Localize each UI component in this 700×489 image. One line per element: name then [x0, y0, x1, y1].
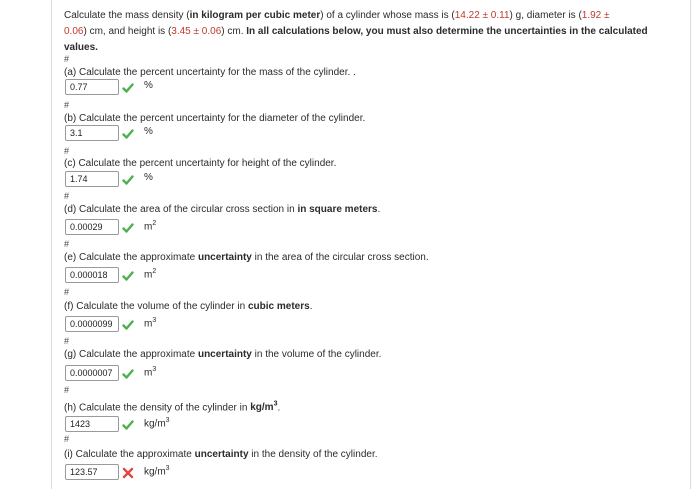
question-text: (d) Calculate the area of the circular cross section in in square meters. [64, 204, 381, 215]
separator-hash: # [64, 385, 70, 395]
question-text: (h) Calculate the density of the cylinder in $kg/m^3$. [64, 401, 281, 414]
answer-input[interactable]: 1423 [65, 416, 119, 432]
answer-input[interactable]: 0.0000099 [65, 316, 119, 332]
question-text: (b) Calculate the percent uncertainty for the diameter of the cylinder. [64, 113, 366, 124]
answer-input[interactable]: 123.57 [65, 464, 119, 480]
cross-icon [122, 466, 134, 478]
unit-label: $m^3$ [144, 366, 157, 379]
separator-hash: # [64, 287, 70, 297]
question-text: (c) Calculate the percent uncertainty for height of the cylinder. [64, 158, 337, 169]
question-text: (a) Calculate the percent uncertainty for the mass of the cylinder. . [64, 67, 356, 78]
check-icon [122, 173, 134, 185]
separator-hash: # [64, 54, 70, 64]
check-icon [122, 367, 134, 379]
separator-hash: # [64, 336, 70, 346]
problem-statement: Calculate the mass density (in kilogram per cubic meter) of a cylinder whose mass is (14.22 ± 0.11) g, diameter is (1.92 ± 0.06) cm, and height is (3.45 ± 0.06) cm. In all calculations below, you must also determine the uncertainties in the calculated values. [64, 10, 648, 53]
answer-input[interactable]: 0.0000007 [65, 365, 119, 381]
separator-hash: # [64, 191, 70, 201]
question-text: (i) Calculate the approximate uncertainty in the density of the cylinder. [64, 449, 378, 460]
unit-label: % [144, 80, 153, 91]
unit-label: % [144, 172, 153, 183]
answer-input[interactable]: 0.77 [65, 79, 119, 95]
unit-label: $m^3$ [144, 317, 157, 330]
separator-hash: # [64, 100, 70, 110]
answer-input[interactable]: 1.74 [65, 171, 119, 187]
answer-input[interactable]: 0.000018 [65, 267, 119, 283]
unit-label: $m^2$ [144, 268, 157, 281]
check-icon [122, 418, 134, 430]
question-text: (f) Calculate the volume of the cylinder in cubic meters. [64, 301, 313, 312]
question-text: (g) Calculate the approximate uncertainty in the volume of the cylinder. [64, 349, 382, 360]
answer-input[interactable]: 0.00029 [65, 219, 119, 235]
separator-hash: # [64, 434, 70, 444]
answer-input[interactable]: 3.1 [65, 125, 119, 141]
check-icon [122, 269, 134, 281]
separator-hash: # [64, 146, 70, 156]
separator-hash: # [64, 239, 70, 249]
unit-label: $kg/m^3$ [144, 465, 170, 478]
unit-label: $kg/m^3$ [144, 417, 170, 430]
check-icon [122, 221, 134, 233]
check-icon [122, 127, 134, 139]
unit-label: % [144, 126, 153, 137]
check-icon [122, 81, 134, 93]
question-text: (e) Calculate the approximate uncertainty in the area of the circular cross section. [64, 252, 429, 263]
check-icon [122, 318, 134, 330]
unit-label: $m^2$ [144, 220, 157, 233]
